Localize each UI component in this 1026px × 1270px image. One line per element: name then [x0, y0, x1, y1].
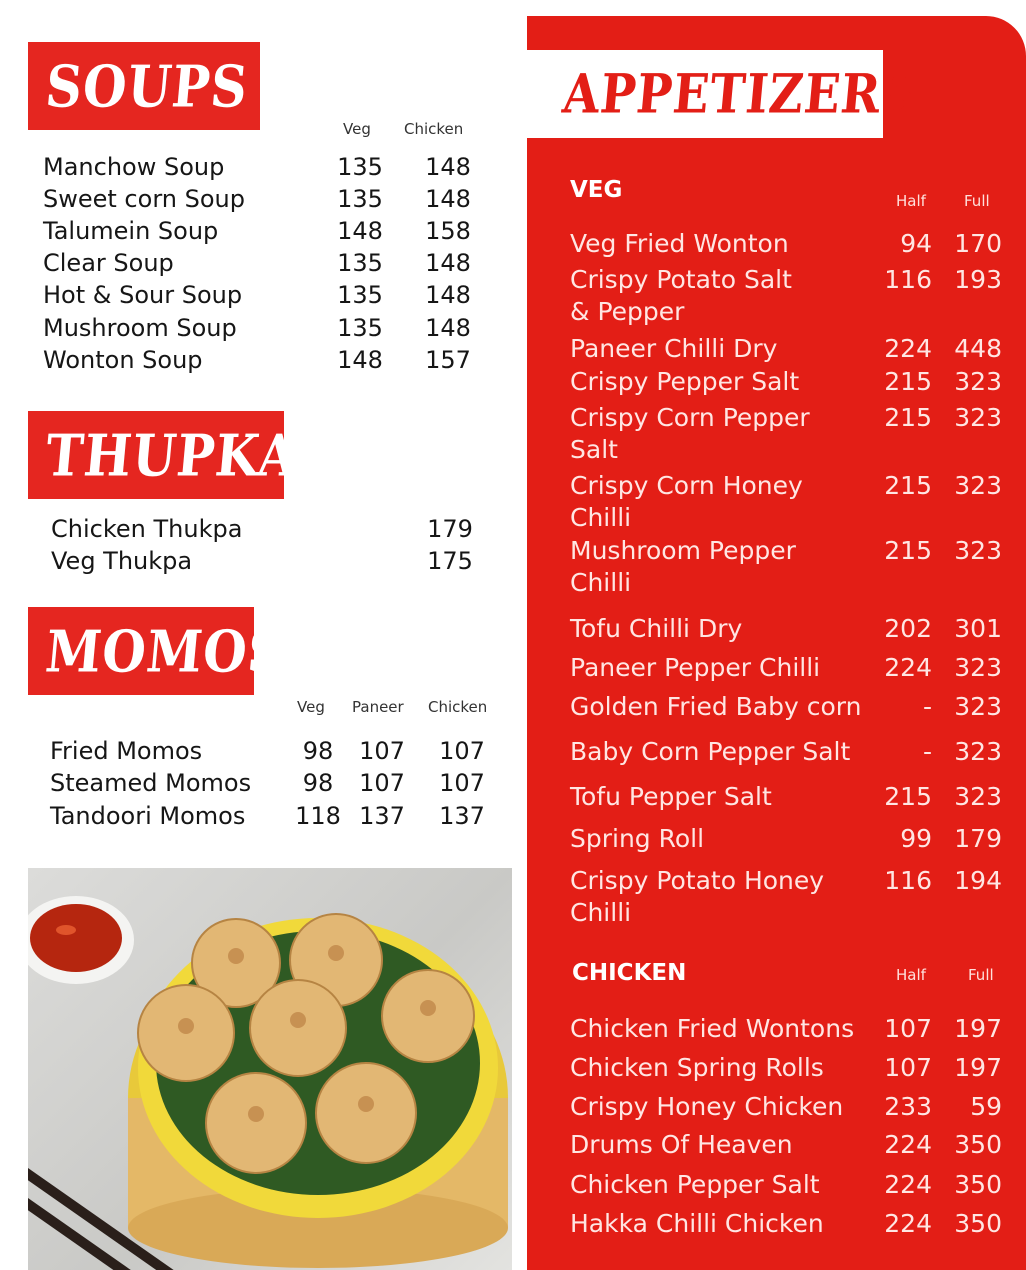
price-chicken: 158 [425, 217, 471, 245]
item-name: Paneer Pepper Chilli [570, 653, 821, 682]
price-full: 448 [954, 334, 1002, 363]
momos-photo [28, 868, 512, 1270]
veg-col-full: Full [964, 192, 990, 210]
appetizers-section-banner [527, 50, 919, 138]
price-chicken: 148 [425, 185, 471, 213]
momos-col-paneer: Paneer [352, 698, 404, 716]
item-name: Veg Thukpa [51, 547, 193, 575]
price-half: 215 [884, 536, 932, 565]
item-name: Hakka Chilli Chicken [570, 1209, 824, 1238]
item-name: Drums Of Heaven [570, 1130, 793, 1159]
item-name: Crispy Potato Salt [570, 265, 792, 294]
item-name: Manchow Soup [43, 153, 225, 181]
chicken-subsection-title: CHICKEN [572, 960, 687, 986]
price-half: - [922, 737, 932, 766]
price-half: 202 [884, 614, 932, 643]
chicken-col-full: Full [968, 966, 994, 984]
price-full: 179 [954, 824, 1002, 853]
price-paneer: 137 [359, 802, 405, 830]
item-name: Chicken Pepper Salt [570, 1170, 820, 1199]
item-name: Fried Momos [50, 737, 203, 765]
item-name: Chicken Thukpa [51, 515, 243, 543]
item-name: Crispy Corn Pepper [570, 403, 810, 432]
item-name: Tofu Chilli Dry [570, 614, 743, 643]
price-full: 323 [954, 653, 1002, 682]
item-name: Tofu Pepper Salt [570, 782, 772, 811]
item-name: Steamed Momos [50, 769, 252, 797]
momos-section-banner [28, 607, 289, 695]
price-full: 323 [954, 536, 1002, 565]
price-veg: 135 [337, 153, 383, 181]
veg-subsection-title: VEG [570, 177, 623, 203]
price-full: 323 [954, 403, 1002, 432]
price-veg: 135 [337, 185, 383, 213]
soups-col-chicken: Chicken [404, 120, 464, 138]
soups-col-veg: Veg [343, 120, 371, 138]
price-half: 215 [884, 367, 932, 396]
item-name: Spring Roll [570, 824, 705, 853]
price-full: 350 [954, 1209, 1002, 1238]
price-veg: 148 [337, 346, 383, 374]
price-full: 350 [954, 1130, 1002, 1159]
price-full: 193 [954, 265, 1002, 294]
item-name-line2: Salt [570, 435, 618, 464]
price: 175 [427, 547, 473, 575]
item-name: Crispy Honey Chicken [570, 1092, 844, 1121]
price-full: 170 [954, 229, 1002, 258]
price-chicken: 148 [425, 281, 471, 309]
price-chicken: 148 [425, 153, 471, 181]
price-full: 59 [970, 1092, 1002, 1121]
veg-col-half: Half [896, 192, 926, 210]
price-full: 197 [954, 1053, 1002, 1082]
item-name: Crispy Pepper Salt [570, 367, 800, 396]
item-name: Clear Soup [43, 249, 174, 277]
price-half: 94 [900, 229, 932, 258]
price-full: 301 [954, 614, 1002, 643]
price-half: - [922, 692, 932, 721]
price-half: 224 [884, 1209, 932, 1238]
item-name: Baby Corn Pepper Salt [570, 737, 851, 766]
momos-col-veg: Veg [297, 698, 325, 716]
price-half: 233 [884, 1092, 932, 1121]
item-name: Crispy Potato Honey [570, 866, 825, 895]
item-name: Hot & Sour Soup [43, 281, 243, 309]
thukpa-title: THUPKA [42, 421, 301, 489]
price-half: 116 [884, 265, 932, 294]
item-name: Golden Fried Baby corn [570, 692, 862, 721]
price-chicken: 148 [425, 314, 471, 342]
price-full: 323 [954, 782, 1002, 811]
price-half: 116 [884, 866, 932, 895]
price-veg: 135 [337, 249, 383, 277]
price-half: 224 [884, 1170, 932, 1199]
momos-title: MOMOS [42, 617, 289, 685]
price-half: 224 [884, 334, 932, 363]
price-chicken: 107 [439, 769, 485, 797]
appetizers-title: APPETIZERS [560, 62, 919, 126]
item-name: Crispy Corn Honey [570, 471, 803, 500]
price-chicken: 107 [439, 737, 485, 765]
price-full: 323 [954, 737, 1002, 766]
steamer-basket-illustration [28, 868, 512, 1270]
price-full: 194 [954, 866, 1002, 895]
price-veg: 135 [337, 281, 383, 309]
item-name: Chicken Fried Wontons [570, 1014, 855, 1043]
price-full: 197 [954, 1014, 1002, 1043]
item-name: Talumein Soup [43, 217, 219, 245]
price: 179 [427, 515, 473, 543]
price-veg: 148 [337, 217, 383, 245]
chicken-col-half: Half [896, 966, 926, 984]
item-name-line2: & Pepper [570, 297, 685, 326]
price-chicken: 157 [425, 346, 471, 374]
price-half: 107 [884, 1014, 932, 1043]
price-half: 99 [900, 824, 932, 853]
price-veg: 98 [302, 769, 334, 797]
soups-section-banner [28, 42, 260, 130]
item-name: Wonton Soup [43, 346, 203, 374]
price-chicken: 137 [439, 802, 485, 830]
price-chicken: 148 [425, 249, 471, 277]
item-name-line2: Chilli [570, 568, 632, 597]
item-name-line2: Chilli [570, 503, 632, 532]
price-veg: 118 [295, 802, 341, 830]
price-full: 323 [954, 471, 1002, 500]
price-full: 323 [954, 367, 1002, 396]
item-name-line2: Chilli [570, 898, 632, 927]
price-half: 224 [884, 1130, 932, 1159]
price-half: 215 [884, 403, 932, 432]
item-name: Mushroom Soup [43, 314, 237, 342]
price-veg: 135 [337, 314, 383, 342]
price-paneer: 107 [359, 737, 405, 765]
item-name: Paneer Chilli Dry [570, 334, 778, 363]
soups-title: SOUPS [42, 52, 252, 120]
price-half: 215 [884, 471, 932, 500]
price-half: 215 [884, 782, 932, 811]
price-full: 350 [954, 1170, 1002, 1199]
item-name: Tandoori Momos [50, 802, 246, 830]
price-half: 107 [884, 1053, 932, 1082]
momos-col-chicken: Chicken [428, 698, 488, 716]
price-paneer: 107 [359, 769, 405, 797]
price-veg: 98 [302, 737, 334, 765]
price-half: 224 [884, 653, 932, 682]
item-name: Veg Fried Wonton [570, 229, 789, 258]
item-name: Chicken Spring Rolls [570, 1053, 824, 1082]
thukpa-section-banner [28, 411, 301, 499]
price-full: 323 [954, 692, 1002, 721]
item-name: Mushroom Pepper [570, 536, 796, 565]
item-name: Sweet corn Soup [43, 185, 245, 213]
